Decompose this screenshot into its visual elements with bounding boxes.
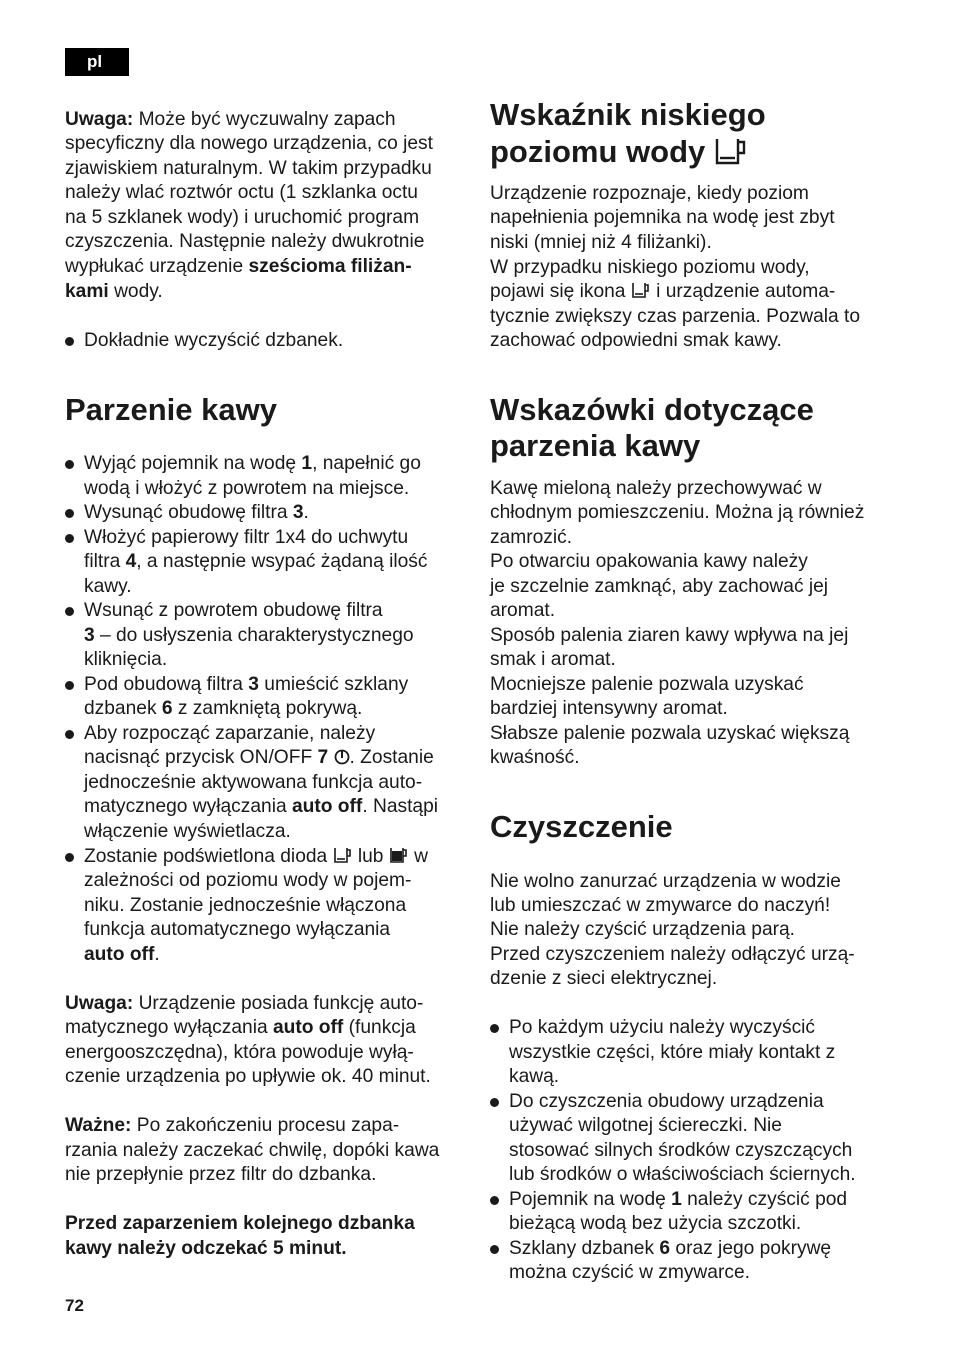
page-number: 72 [65,1296,84,1315]
heading-tips: parzenia kawy [490,428,701,463]
bullet-icon [65,722,83,744]
heading-low-water: Wskaźnik niskiego [490,97,766,132]
list-item: kawy. [84,576,132,597]
text-line: Mocniejsze palenie pozwala uzyskać [490,674,804,695]
warning-line: Przed zaparzeniem kolejnego dzbanka [65,1213,415,1234]
warning-line: kawy należy odczekać 5 minut. [65,1238,347,1259]
note-line: Uwaga: Urządzenie posiada funkcję auto- [65,993,424,1014]
text-line: chłodnym pomieszczeniu. Można ją również [490,502,865,523]
list-item: bieżącą wodą bez użycia szczotki. [509,1213,802,1234]
text-line: Po otwarciu opakowania kawy należy [490,551,808,572]
heading-low-water: poziomu wody [490,134,748,170]
heading-brewing: Parzenie kawy [65,392,277,427]
text-line: Sposób palenia ziaren kawy wpływa na jej [490,625,849,646]
text-line: dzenie z sieci elektrycznej. [490,968,718,989]
list-item: filtra 4, a następnie wsypać żądaną ilość [84,551,428,572]
list-item: wszystkie części, które miały kontakt z [509,1042,836,1063]
text-line: smak i aromat. [490,649,616,670]
list-item: kawą. [509,1066,560,1087]
note-line: matycznego wyłączania auto off (funkcja [65,1017,416,1038]
list-item: Zostanie podświetlona dioda lub w [84,846,429,867]
bullet-icon [65,845,83,867]
bullet-icon [65,526,83,548]
list-item: funkcja automatycznego wyłączania [84,919,391,940]
list-item: Pojemnik na wodę 1 należy czyścić pod [509,1189,848,1210]
bullet-icon [65,329,83,351]
note-line: czenie urządzenia po upływie ok. 40 minut. [65,1066,431,1087]
bullet-icon [65,673,83,695]
list-item: wodą i włożyć z powrotem na miejsce. [84,478,410,499]
text-line: niski (mniej niż 4 filiżanki). [490,232,712,253]
text-line: Słabsze palenie pozwala uzyskać większą [490,723,850,744]
list-item: auto off. [84,944,160,965]
list-item: Włożyć papierowy filtr 1x4 do uchwytu [84,527,409,548]
text-line: Kawę mieloną należy przechowywać w [490,478,822,499]
text-line: aromat. [490,600,556,621]
text-line: je szczelnie zamknąć, aby zachować jej [490,576,829,597]
text-line: napełnienia pojemnika na wodę jest zbyt [490,207,835,228]
low-water-icon [333,846,353,864]
note-line: wypłukać urządzenie sześcioma filiżan- [65,256,412,277]
list-item: Do czyszczenia obudowy urządzenia [509,1091,824,1112]
bullet-icon [490,1237,508,1259]
list-item: lub środków o właściwościach ściernych. [509,1164,856,1185]
low-water-icon [714,136,748,166]
list-item: Aby rozpocząć zaparzanie, należy [84,723,376,744]
list-item: Wyjąć pojemnik na wodę 1, napełnić go [84,453,421,474]
list-item: Pod obudową filtra 3 umieścić szklany [84,674,409,695]
text-line: Przed czyszczeniem należy odłączyć urzą- [490,944,855,965]
list-item: kliknięcia. [84,649,168,670]
note-line: czyszczenia. Następnie należy dwukrotnie [65,231,425,252]
note-line: energooszczędna), która powoduje wyłą- [65,1042,414,1063]
note-line: zjawiskiem naturalnym. W takim przypadku [65,158,432,179]
list-item: używać wilgotnej ściereczki. Nie [509,1115,782,1136]
text-line: zamrozić. [490,527,573,548]
list-item: niku. Zostanie jednocześnie włączona [84,895,407,916]
bullet-icon [65,599,83,621]
list-item: Dokładnie wyczyścić dzbanek. [84,330,344,351]
note-line: specyficzny dla nowego urządzenia, co jest [65,133,433,154]
important-line: rzania należy zaczekać chwilę, dopóki kawa [65,1140,440,1161]
note-line: należy wlać roztwór octu (1 szklanka octu [65,182,418,203]
text-line: tycznie zwiększy czas parzenia. Pozwala to [490,306,861,327]
text-line: bardziej intensywny aromat. [490,698,728,719]
heading-tips: Wskazówki dotyczące [490,392,814,427]
list-item: dzbanek 6 z zamkniętą pokrywą. [84,698,363,719]
list-item: jednocześnie aktywowana funkcja auto- [84,772,423,793]
text-line: W przypadku niskiego poziomu wody, [490,257,810,278]
text-line: Nie wolno zanurzać urządzenia w wodzie [490,871,841,892]
text-line: Urządzenie rozpoznaje, kiedy poziom [490,183,809,204]
list-item: zależności od poziomu wody w pojem- [84,870,412,891]
important-line: Ważne: Po zakończeniu procesu zapa- [65,1115,400,1136]
list-item: Wysunąć obudowę filtra 3. [84,502,309,523]
bullet-icon [65,452,83,474]
bullet-icon [490,1090,508,1112]
note-line: na 5 szklanek wody) i uruchomić program [65,207,420,228]
list-item: stosować silnych środków czyszczących [509,1140,853,1161]
bullet-icon [490,1016,508,1038]
list-item: Szklany dzbanek 6 oraz jego pokrywę [509,1238,832,1259]
heading-cleaning: Czyszczenie [490,809,673,844]
text-line: pojawi się ikona i urządzenie automa- [490,281,836,302]
text-line: Nie należy czyścić urządzenia parą. [490,919,796,940]
power-icon [334,748,350,765]
language-badge: pl [65,48,129,76]
list-item: Wsunąć z powrotem obudowę filtra [84,600,383,621]
text-line: zachować odpowiedni smak kawy. [490,330,782,351]
list-item: Po każdym użyciu należy wyczyścić [509,1017,816,1038]
list-item: włączenie wyświetlacza. [84,821,291,842]
note-line: kami wody. [65,281,163,302]
important-line: nie przepłynie przez filtr do dzbanka. [65,1164,377,1185]
list-item: nacisnąć przycisk ON/OFF 7 . Zostanie [84,747,434,768]
note-line: Uwaga: Może być wyczuwalny zapach [65,109,396,130]
list-item: można czyścić w zmywarce. [509,1262,750,1283]
text-line: lub umieszczać w zmywarce do naczyń! [490,895,831,916]
text-line: kwaśność. [490,747,580,768]
bullet-icon [65,501,83,523]
low-water-icon [631,281,651,299]
list-item: 3 – do usłyszenia charakterystycznego [84,625,414,646]
list-item: matycznego wyłączania auto off. Nastąpi [84,796,439,817]
bullet-icon [490,1188,508,1210]
full-water-icon [389,846,409,864]
